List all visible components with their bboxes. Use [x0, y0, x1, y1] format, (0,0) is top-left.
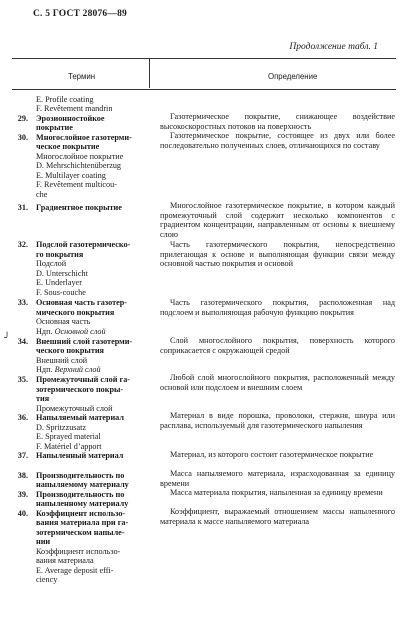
term-line: Подслой газотермическо- [36, 240, 131, 249]
table-continuation-label: Продолжение табл. 1 [289, 42, 378, 52]
term-number: 38. [17, 471, 28, 480]
term-line: Основная часть газотер- [36, 298, 128, 307]
term-line: зотермического покры- [36, 385, 124, 394]
definition: Многослойное газотермическое покрытие, в котором каждый промежуточный слой содержит несколько компонентов с градиентом концентрации, направленным от основы к внешнему слою [160, 201, 395, 239]
table-header [12, 58, 396, 90]
column-divider [149, 58, 150, 88]
term-line: Ндп. Основной слой [36, 327, 106, 336]
term-number: 34. [17, 337, 28, 346]
definition: Коэффициент, выражаемый отношением массы напыленного материала к массе напыляемого материала [160, 507, 395, 526]
term-line: F. Revêtement multicou- [36, 180, 117, 189]
margin-mark: ╯ [4, 333, 11, 344]
definition: Газотермическое покрытие, состоящее из двух или более последовательно полученных слоев, отличающихся по составу [160, 131, 395, 150]
term-line: вания материала при га- [36, 518, 129, 527]
term-line: Внешний слой [36, 356, 88, 365]
page-header-left: С. 5 ГОСТ 28076—89 [33, 9, 127, 19]
term-line: Производительность по [36, 471, 125, 480]
definition: Слой многослойного покрытия, поверхность которого соприкасается с окружающей средой [160, 336, 395, 355]
column-header-definition: Определение [268, 72, 318, 81]
term-number: 30. [17, 133, 28, 142]
term-line: Эрозионностойкое [36, 114, 105, 123]
term-number: 40. [17, 509, 28, 518]
term-line: F. Matériel d’apport [36, 442, 102, 451]
term-line: E. Multilayer coating [36, 171, 106, 180]
term-line: Производительность по [36, 490, 125, 499]
term-line: Многослойное покрытие [36, 152, 124, 161]
term-line: E. Underlayer [36, 278, 82, 287]
term-line: мического покрытия [36, 308, 115, 317]
term-line: Многослойное газотерми- [36, 133, 132, 142]
term-line: тия [36, 394, 50, 403]
term-line: нии [36, 537, 51, 546]
term-line: Градиентное покрытие [36, 203, 122, 212]
term-number: 32. [17, 240, 28, 249]
term-number: 31. [17, 203, 28, 212]
term-line: D. Unterschicht [36, 269, 88, 278]
column-header-term: Термин [68, 72, 96, 81]
term-line: Промежуточный слой га- [36, 375, 131, 384]
definition: Материал в виде порошка, проволоки, стержня, шнура или расплава, используемый для газотермического напыления [160, 411, 395, 430]
term-line: E. Average deposit effi- [36, 566, 114, 575]
term-line: E. Sprayed material [36, 432, 101, 441]
term-line: Коэффициент использо- [36, 547, 121, 556]
term-line: F. Revêtement mandrin [36, 104, 113, 113]
term-line: F. Sous-couche [36, 288, 86, 297]
term-number: 36. [17, 413, 28, 422]
term-line: Ндп. Верхний слой [36, 365, 101, 374]
term-line: го покрытия [36, 250, 84, 259]
definition: Любой слой многослойного покрытия, расположенный между основой или подслоем и внешним слоем [160, 373, 395, 392]
term-line: напыленному материалу [36, 499, 129, 508]
term-line: Напыляемый материал [36, 413, 124, 422]
definition: Часть газотермического покрытия, расположенная над подслоем и выполняющая рабочую функцию покрытия [160, 298, 395, 317]
term-line: вания материала [36, 556, 94, 565]
term-line: Напыленный материал [36, 451, 124, 460]
term-line: Подслой [36, 259, 67, 268]
term-number: 39. [17, 490, 28, 499]
definition: Газотермическое покрытие, снижающее воздействие высокоскоростных потоков на поверхность [160, 112, 395, 131]
term-line: Коэффициент использо- [36, 509, 126, 518]
term-line: che [36, 190, 48, 199]
term-line: Внешний слой газотерми- [36, 337, 133, 346]
deprecated-term: Основной слой [54, 327, 106, 336]
term-line: покрытие [36, 123, 73, 132]
term-line: напыляемому материалу [36, 480, 129, 489]
term-line: Промежуточный слой [36, 404, 113, 413]
definition: Масса напыляемого материала, израсходованная за единицу времени [160, 469, 395, 488]
term-line: D. Mehrschichtenüberzug [36, 161, 122, 170]
term-number: 35. [17, 375, 28, 384]
term-line: D. Spritzzusatz [36, 423, 87, 432]
definition: Материал, из которого состоит газотермическое покрытие [170, 450, 374, 459]
term-line: ческого покрытия [36, 346, 104, 355]
term-number: 29. [17, 114, 28, 123]
definition: Масса материала покрытия, напыленная за единицу времени [170, 488, 383, 497]
term-line: Основная часть [36, 317, 91, 326]
term-line: E. Profile coating [36, 95, 94, 104]
term-number: 33. [17, 298, 28, 307]
definition: Часть газотермического покрытия, непосредственно прилегающая к основе и выполняющая функции связи между основной частью покрытия и основой [160, 240, 395, 269]
deprecated-term: Верхний слой [54, 365, 101, 374]
term-line: зотермическом напыле- [36, 528, 125, 537]
term-line: ciency [36, 575, 58, 584]
term-line: ческое покрытие [36, 142, 100, 151]
term-number: 37. [17, 451, 28, 460]
